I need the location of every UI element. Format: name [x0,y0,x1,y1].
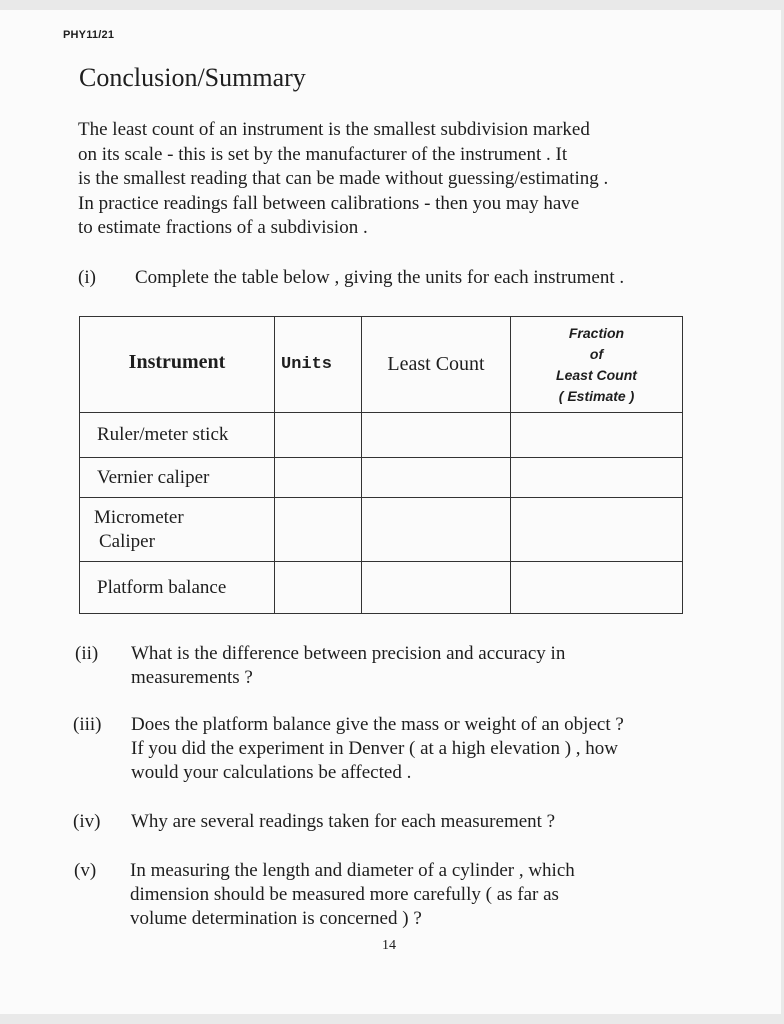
course-code: PHY11/21 [63,29,115,41]
fraction-cell[interactable] [511,413,683,458]
table-row [80,458,683,498]
question-number: (v) [74,860,97,881]
instrument-name: Ruler/meter stick [80,413,275,458]
question-line: In measuring the length and diameter of a cylinder , which [130,860,575,881]
question-line: If you did the experiment in Denver ( at a high elevation ) , how [131,738,618,759]
question-line: would your calculations be affected . [131,762,412,783]
units-cell[interactable] [275,562,362,614]
question-number: (iv) [73,811,101,832]
page-number: 14 [382,938,396,953]
intro-paragraph [78,118,718,241]
worksheet-page [0,10,781,1014]
units-cell[interactable] [275,413,362,458]
table-row [80,498,683,562]
intro-line: The least count of an instrument is the smallest subdivision marked [78,119,590,140]
header-fraction-line: Least Count [556,366,637,383]
question-text [131,810,555,834]
intro-line: is the smallest reading that can be made without guessing/estimating . [78,168,609,189]
question-line: What is the difference between precision and accuracy in [131,643,566,664]
least-count-cell[interactable] [362,413,511,458]
fraction-cell[interactable] [511,562,683,614]
fraction-cell[interactable] [511,498,683,562]
intro-line: on its scale - this is set by the manufacturer of the instrument . It [78,143,568,165]
question-line: measurements ? [131,667,253,688]
question-text [130,859,575,931]
header-instrument: Instrument [80,317,275,413]
instrument-table [79,316,683,614]
least-count-cell[interactable] [362,458,511,498]
table-row [80,413,683,458]
instrument-name-line: Micrometer [94,506,184,528]
instrument-name: Vernier caliper [80,458,275,498]
header-units: Units [275,317,362,413]
fraction-cell[interactable] [511,458,683,498]
least-count-cell[interactable] [362,498,511,562]
table-header-row [80,317,683,413]
question-line: volume determination is concerned ) ? [130,908,422,929]
question-text [131,642,565,690]
header-fraction-line: of [589,345,604,362]
table-row [80,562,683,614]
least-count-cell[interactable] [362,562,511,614]
header-fraction [511,317,683,413]
units-cell[interactable] [275,498,362,562]
units-cell[interactable] [275,458,362,498]
question-number: (i) [78,267,96,288]
header-fraction-line: ( Estimate ) [558,387,635,404]
question-number: (ii) [75,643,99,664]
question-line: dimension should be measured more carefully ( as far as [130,884,559,905]
header-least-count: Least Count [362,317,511,413]
header-fraction-line: Fraction [568,324,625,341]
intro-line: to estimate fractions of a subdivision . [78,217,368,238]
question-line: Does the platform balance give the mass or weight of an object ? [131,714,624,735]
question-number: (iii) [73,714,102,735]
section-heading: Conclusion/Summary [79,63,306,92]
instrument-name [80,498,275,562]
instrument-name-line: Caliper [99,530,155,552]
question-line: Why are several readings taken for each measurement ? [131,811,556,832]
question-text: Complete the table below , giving the units for each instrument . [135,267,625,288]
instrument-name: Platform balance [80,562,275,614]
intro-line: In practice readings fall between calibrations - then you may have [78,192,580,214]
question-text [131,713,624,785]
